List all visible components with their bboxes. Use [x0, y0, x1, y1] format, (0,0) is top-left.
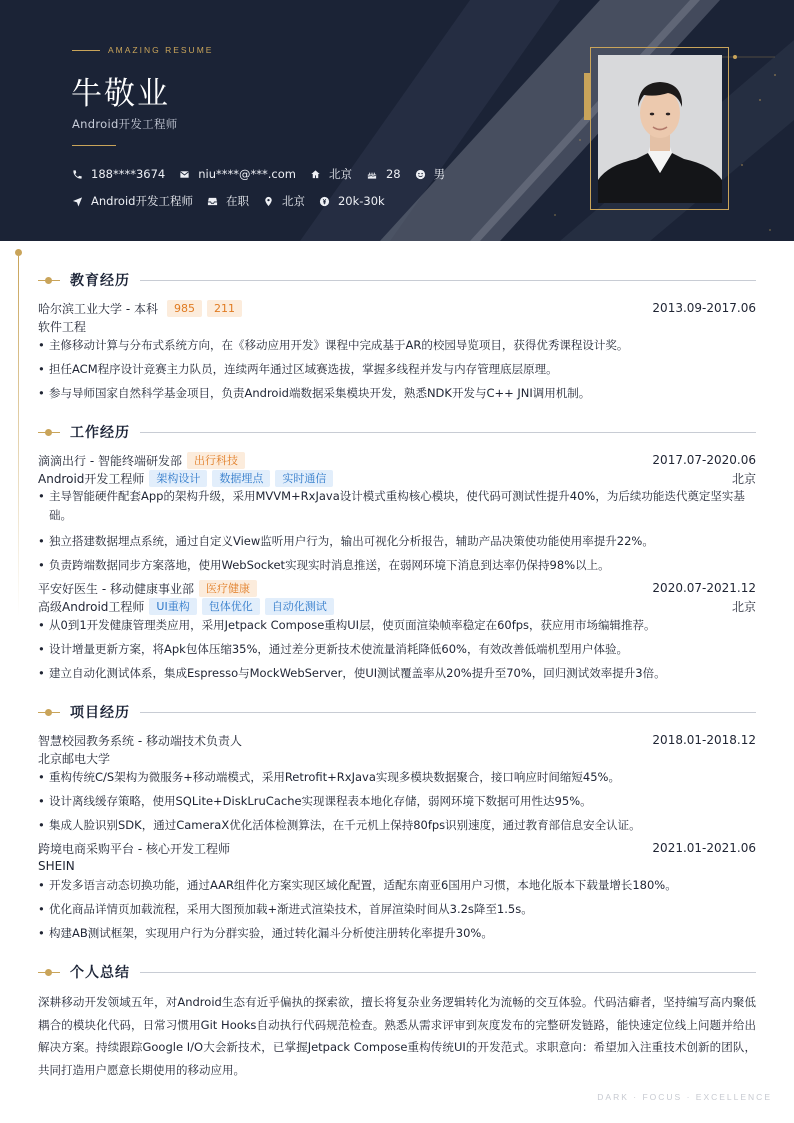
skill-tag: UI重构: [149, 598, 196, 615]
phone-text: 188****3674: [91, 167, 166, 181]
education-heading: 教育经历: [70, 273, 130, 289]
job-bullet: • 独立搭建数据埋点系统，通过自定义View监听用户行为，输出可视化分析报告，辅助产品决策使功能使用率提升22%。: [38, 532, 758, 551]
email-item: [179, 167, 296, 181]
section-marker-icon: [38, 275, 60, 285]
skill-tag: 数据埋点: [212, 470, 270, 487]
gender-item: [415, 166, 446, 182]
job-intent-row: [72, 193, 399, 209]
school-tag: 211: [207, 300, 242, 317]
industry-tag: 医疗健康: [199, 580, 257, 597]
inbox-icon: [207, 196, 218, 207]
phone-item: [72, 167, 165, 181]
timeline-dot: [15, 249, 22, 256]
send-icon: [72, 196, 83, 207]
phone-icon: [72, 169, 83, 180]
footer-motto: DARK · FOCUS · EXCELLENCE: [597, 1092, 772, 1102]
status-text: 在职: [225, 194, 249, 208]
job-date: 2017.07-2020.06: [652, 453, 756, 467]
education-section-header: [38, 270, 756, 290]
candidate-title: Android开发工程师: [72, 117, 178, 131]
money-icon: [319, 196, 330, 207]
candidate-name: 牛敬业: [71, 76, 170, 112]
job-role: 高级Android工程师: [38, 599, 145, 614]
project-bullet: • 构建AB测试框架，实现用户行为分群实验，通过转化漏斗分析使注册转化率提升30%。: [38, 924, 758, 943]
section-marker-icon: [38, 707, 60, 717]
job-location: 北京: [731, 471, 756, 486]
section-marker-icon: [38, 967, 60, 977]
salary-item: [319, 194, 385, 208]
gender-text: 男: [433, 167, 446, 181]
project-row: [38, 731, 756, 749]
home-icon: [310, 169, 321, 180]
smile-icon: [415, 169, 426, 180]
job-bullet: • 负责跨端数据同步方案落地，使用WebSocket实现实时消息推送，在弱网环境下消息到达率仍保持98%以上。: [38, 556, 758, 575]
resume-header: [0, 0, 794, 241]
school-tag: 985: [167, 300, 202, 317]
job-bullet: • 建立自动化测试体系，集成Espresso与MockWebServer，使UI测试覆盖率从20%提升至70%，回归测试效率提升3倍。: [38, 664, 758, 683]
company-name: 滴滴出行 - 智能终端研发部: [38, 453, 182, 468]
project-name: 智慧校园教务系统 - 移动端技术负责人: [38, 733, 242, 748]
school-name: 哈尔滨工业大学 - 本科: [38, 301, 158, 316]
project-org-row: [38, 857, 756, 875]
education-entry: [38, 299, 756, 317]
job-bullet: • 从0到1开发健康管理类应用，采用Jetpack Compose重构UI层，使页面渲染帧率稳定在60fps，获应用市场编辑推荐。: [38, 616, 758, 635]
work-heading: 工作经历: [70, 425, 130, 441]
education-bullet: • 担任ACM程序设计竞赛主力队员，连续两年通过区域赛选拔，掌握多线程并发与内存管理底层原理。: [38, 360, 758, 379]
education-bullet: • 主修移动计算与分布式系统方向，在《移动应用开发》课程中完成基于AR的校园导览项目，获得优秀课程设计奖。: [38, 336, 758, 355]
contact-row: [72, 166, 459, 182]
projects-heading: 项目经历: [70, 705, 130, 721]
age-item: [366, 167, 401, 181]
email-text: niu****@***.com: [198, 167, 296, 181]
job-company-row: [38, 579, 756, 597]
skill-tag: 包体优化: [202, 598, 260, 615]
job-bullet: • 设计增量更新方案，将Apk包体压缩35%，通过差分更新技术使流量消耗降低60%，有效改善低端机型用户体验。: [38, 640, 758, 659]
job-location: 北京: [731, 599, 756, 614]
title-divider: [72, 145, 116, 146]
profile-photo: [598, 55, 722, 203]
project-name: 跨境电商采购平台 - 核心开发工程师: [38, 841, 230, 856]
summary-text: 深耕移动开发领域五年，对Android生态有近乎偏执的探索欲，擅长将复杂业务逻辑转化为流畅的交互体验。代码洁癖者，坚持编写高内聚低耦合的模块化代码，日常习惯用Git Hooks自动执行代码规范检查。熟悉从需求评审到灰度发布的完整研发链路，能快速定位线上问题并给出解决方案。持续跟踪Google I/O大会新技术，已掌握Jetpack Compose重构传统UI的开发范式。求职意向：希望加入注重技术创新的团队，共同打造用户愿意长期使用的移动应用。: [38, 995, 756, 1077]
timeline-line: [18, 256, 19, 616]
project-row: [38, 839, 756, 857]
target-city-text: 北京: [281, 194, 305, 208]
project-date: 2021.01-2021.06: [652, 841, 756, 855]
education-bullet: • 参与导师国家自然科学基金项目，负责Android端数据采集模块开发，熟悉NDK开发与C++ JNI调用机制。: [38, 384, 758, 403]
project-bullet: • 设计离线缓存策略，使用SQLite+DiskLruCache实现课程表本地化存储，弱网环境下数据可用性达95%。: [38, 792, 758, 811]
project-org: SHEIN: [38, 859, 75, 873]
salary-text: 20k-30k: [337, 194, 385, 208]
major-row: [38, 317, 756, 335]
industry-tag: 出行科技: [187, 452, 245, 469]
project-bullet: • 优化商品详情页加载流程，采用大图预加载+渐进式渲染技术，首屏渲染时间从3.2s降至1.5s。: [38, 900, 758, 919]
job-company-row: [38, 451, 756, 469]
projects-section-header: [38, 702, 756, 722]
project-org-row: [38, 749, 756, 767]
status-item: [207, 193, 249, 209]
city-item: [310, 166, 352, 182]
mail-icon: [179, 169, 190, 180]
tagline-text: AMAZING RESUME: [108, 45, 214, 55]
project-bullet: • 开发多语言动态切换功能，通过AAR组件化方案实现区域化配置，适配东南亚6国用户习惯，本地化版本下载量增长180%。: [38, 876, 758, 895]
target-role-item: [72, 193, 193, 209]
age-text: 28: [385, 167, 401, 181]
target-city-item: [263, 193, 305, 209]
skill-tag: 实时通信: [275, 470, 333, 487]
summary-section-header: [38, 962, 756, 982]
skill-tag: 自动化测试: [265, 598, 334, 615]
project-org: 北京邮电大学: [38, 751, 111, 766]
cake-icon: [366, 169, 378, 180]
tagline: [72, 45, 213, 55]
job-date: 2020.07-2021.12: [652, 581, 756, 595]
project-date: 2018.01-2018.12: [652, 733, 756, 747]
job-role-row: [38, 469, 756, 487]
work-section-header: [38, 422, 756, 442]
job-role: Android开发工程师: [38, 471, 145, 486]
city-text: 北京: [328, 167, 352, 181]
section-marker-icon: [38, 427, 60, 437]
project-bullet: • 集成人脸识别SDK，通过CameraX优化活体检测算法，在千元机上保持80fps识别速度，通过教育部信息安全认证。: [38, 816, 758, 835]
target-role-text: Android开发工程师: [91, 194, 193, 208]
project-bullet: • 重构传统C/S架构为微服务+移动端模式，采用Retrofit+RxJava实现多模块数据聚合，接口响应时间缩短45%。: [38, 768, 758, 787]
skill-tag: 架构设计: [149, 470, 207, 487]
summary-heading: 个人总结: [70, 965, 130, 981]
education-date: 2013.09-2017.06: [652, 301, 756, 315]
company-name: 平安好医生 - 移动健康事业部: [38, 581, 194, 596]
major-text: 软件工程: [38, 319, 87, 334]
job-bullet: • 主导智能硬件配套App的架构升级，采用MVVM+RxJava设计模式重构核心模块，使代码可测试性提升40%，为后续功能迭代奠定坚实基础。: [38, 487, 758, 525]
location-pin-icon: [263, 196, 274, 207]
job-role-row: [38, 597, 756, 615]
